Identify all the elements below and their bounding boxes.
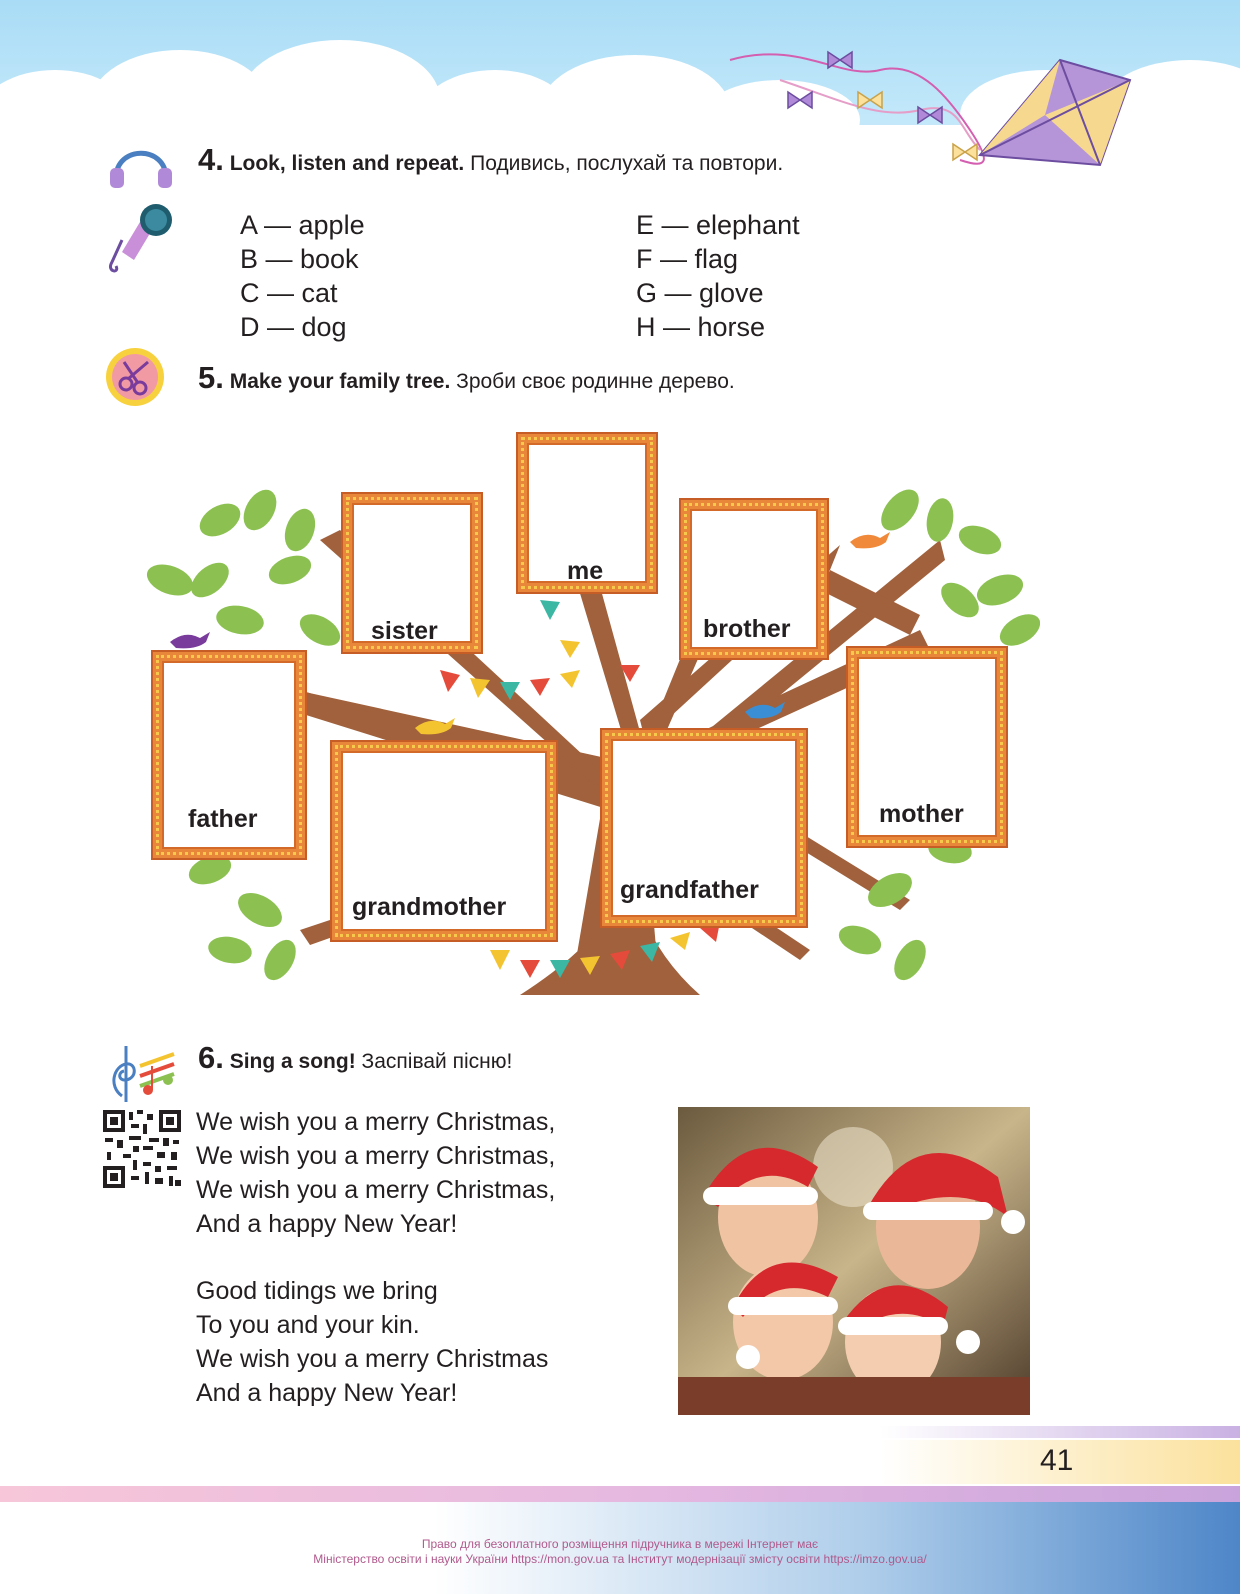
letter-item: C — cat bbox=[240, 278, 338, 308]
song-line: We wish you a merry Christmas bbox=[196, 1345, 549, 1373]
tree-label-mother: mother bbox=[879, 800, 964, 828]
exercise-6-title bbox=[198, 1040, 512, 1076]
song-line: To you and your kin. bbox=[196, 1311, 420, 1339]
exercise-title-en: Look, listen and repeat. bbox=[229, 152, 465, 175]
exercise-5-title bbox=[198, 360, 735, 396]
exercise-number: 6. bbox=[198, 1040, 224, 1075]
exercise-title-en: Sing a song! bbox=[229, 1050, 356, 1073]
letter-item: B — book bbox=[240, 244, 359, 274]
music-notes-icon bbox=[104, 1036, 178, 1106]
tree-label-grandfather: grandfather bbox=[620, 876, 759, 904]
tree-label-me: me bbox=[567, 557, 604, 585]
exercise-title-uk: Заспівай пісню! bbox=[361, 1050, 513, 1073]
exercise-number: 5. bbox=[198, 360, 224, 395]
microphone-icon bbox=[102, 200, 174, 278]
exercise-4-title bbox=[198, 142, 783, 178]
tree-label-brother: brother bbox=[703, 615, 791, 643]
tree-label-grandmother: grandmother bbox=[352, 893, 507, 921]
letter-item: F — flag bbox=[636, 244, 739, 274]
exercise-title-en: Make your family tree. bbox=[229, 370, 451, 393]
letters-list-right bbox=[636, 208, 800, 344]
song-line: We wish you a merry Christmas, bbox=[196, 1176, 556, 1204]
qr-code[interactable] bbox=[103, 1110, 181, 1188]
song-line: And a happy New Year! bbox=[196, 1379, 458, 1407]
decor-band bbox=[0, 1486, 1240, 1502]
decor-band bbox=[880, 1426, 1240, 1438]
exercise-title-uk: Подивись, послухай та повтори. bbox=[470, 152, 784, 175]
headphones-icon bbox=[106, 140, 176, 190]
exercise-number: 4. bbox=[198, 142, 224, 177]
exercise-title-uk: Зроби своє родинне дерево. bbox=[456, 370, 735, 393]
letter-item: A — apple bbox=[240, 210, 365, 240]
song-line: Good tidings we bring bbox=[196, 1277, 438, 1305]
page-number: 41 bbox=[1040, 1444, 1074, 1477]
tree-label-father: father bbox=[188, 805, 258, 833]
family-christmas-photo bbox=[678, 1107, 1030, 1415]
song-line: We wish you a merry Christmas, bbox=[196, 1142, 556, 1170]
footer-rights-line-1: Право для безоплатного розміщення підручника в мережі Інтернет має bbox=[421, 1537, 819, 1551]
footer-rights-line-2: Міністерство освіти і науки України https://mon.gov.ua та Інститут модернізації змісту освіти https://imzo.gov.ua/ bbox=[313, 1552, 927, 1566]
song-verse-1 bbox=[196, 1105, 555, 1241]
song-line: And a happy New Year! bbox=[196, 1210, 458, 1238]
song-verse-2 bbox=[196, 1274, 548, 1410]
letters-list-left bbox=[240, 208, 365, 344]
letter-item: G — glove bbox=[636, 278, 764, 308]
tree-label-sister: sister bbox=[371, 617, 438, 645]
letter-item: D — dog bbox=[240, 312, 347, 342]
letter-item: E — elephant bbox=[636, 210, 800, 240]
song-line: We wish you a merry Christmas, bbox=[196, 1108, 556, 1136]
scissors-icon bbox=[104, 346, 166, 408]
letter-item: H — horse bbox=[636, 312, 766, 342]
